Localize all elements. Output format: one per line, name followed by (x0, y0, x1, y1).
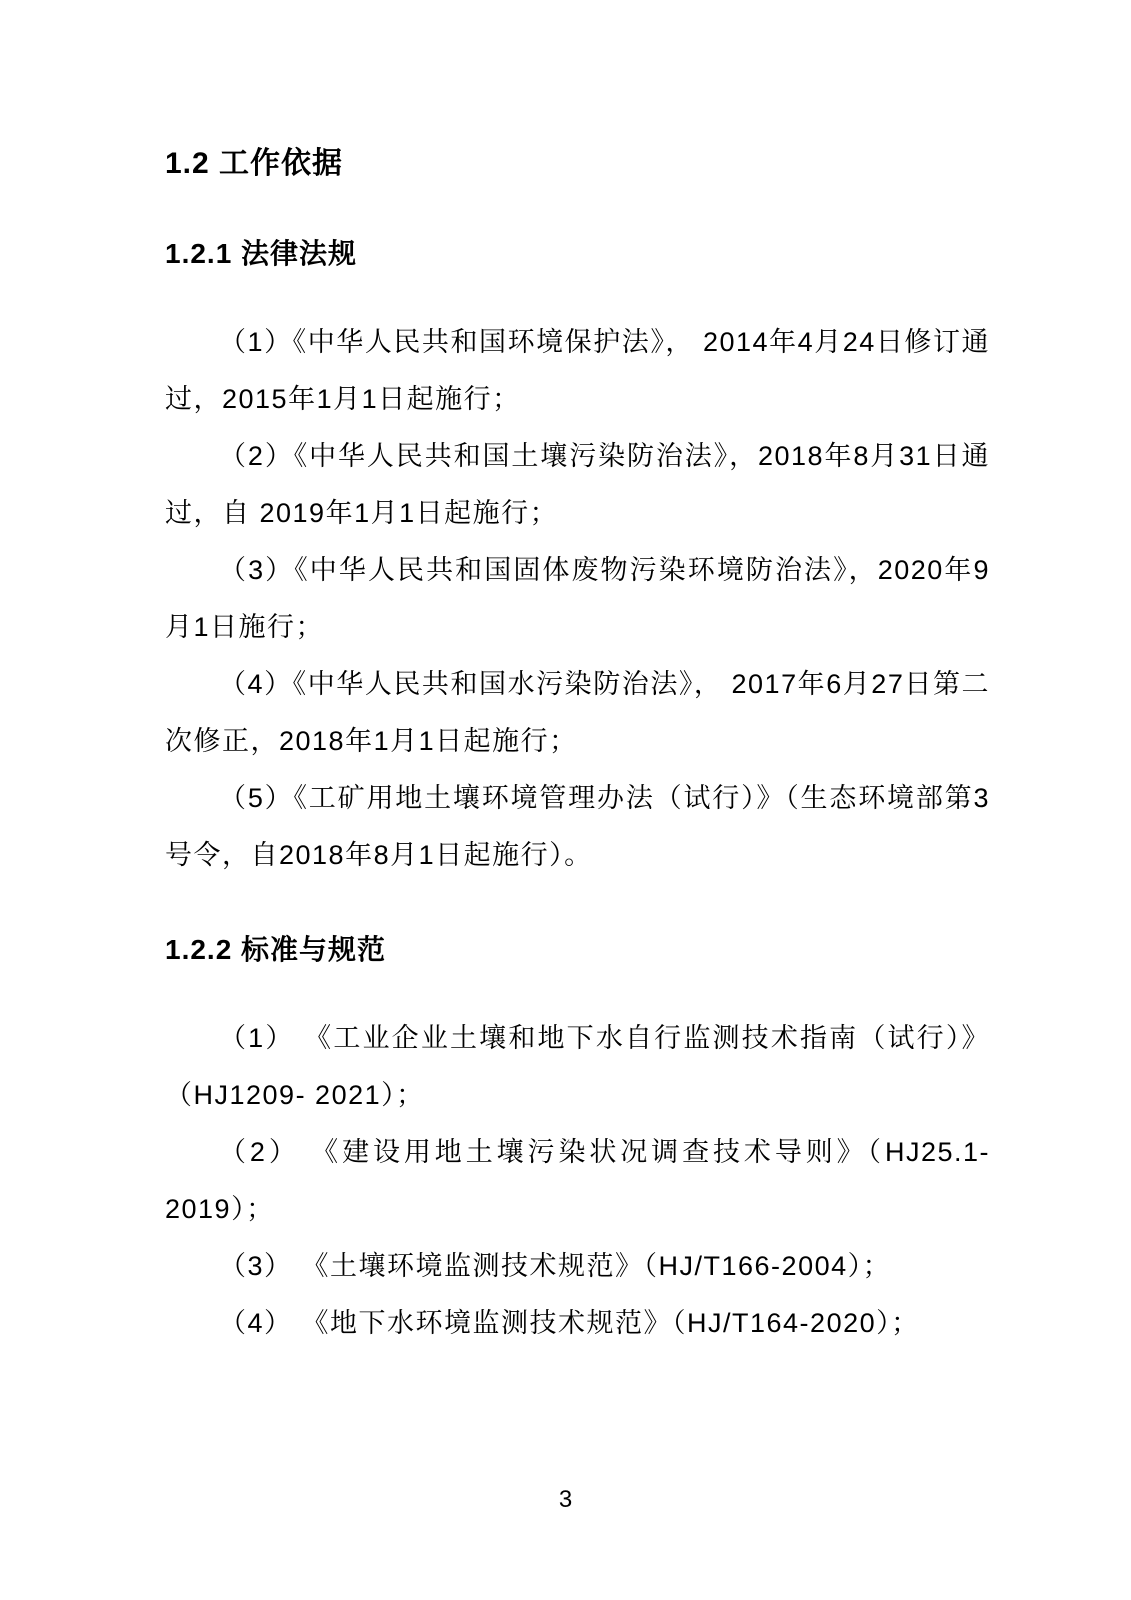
legal-item-1: （1）《中华人民共和国环境保护法》， 2014年4月24日修订通过，2015年1月1日起施行； (165, 327, 990, 414)
standard-item-2: （2） 《建设用地土壤污染状况调查技术导则》（HJ25.1-2019）； (165, 1137, 990, 1224)
legal-item-3: （3）《中华人民共和国固体废物污染环境防治法》，2020年9月1日施行； (165, 555, 990, 642)
subsection-heading-laws: 1.2.1 法律法规 (165, 238, 358, 269)
standard-item-1: （1） 《工业企业土壤和地下水自行监测技术指南（试行）》（HJ1209- 2021）； (165, 1023, 990, 1110)
standard-item-4: （4） 《地下水环境监测技术规范》（HJ/T164-2020）； (219, 1308, 920, 1338)
legal-item-2: （2）《中华人民共和国土壤污染防治法》，2018年8月31日通过，自 2019年1月1日起施行； (165, 441, 990, 528)
section-heading-work-basis: 1.2 工作依据 (165, 147, 344, 180)
legal-item-5: （5）《工矿用地土壤环境管理办法（试行）》（生态环境部第3号令，自2018年8月1日起施行）。 (165, 783, 990, 870)
page-number: 3 (558, 1486, 573, 1513)
legal-item-4: （4）《中华人民共和国水污染防治法》， 2017年6月27日第二次修正，2018年1月1日起施行； (165, 669, 990, 756)
subsection-heading-standards: 1.2.2 标准与规范 (165, 934, 387, 965)
standard-item-3: （3） 《土壤环境监测技术规范》（HJ/T166-2004）； (219, 1251, 892, 1281)
